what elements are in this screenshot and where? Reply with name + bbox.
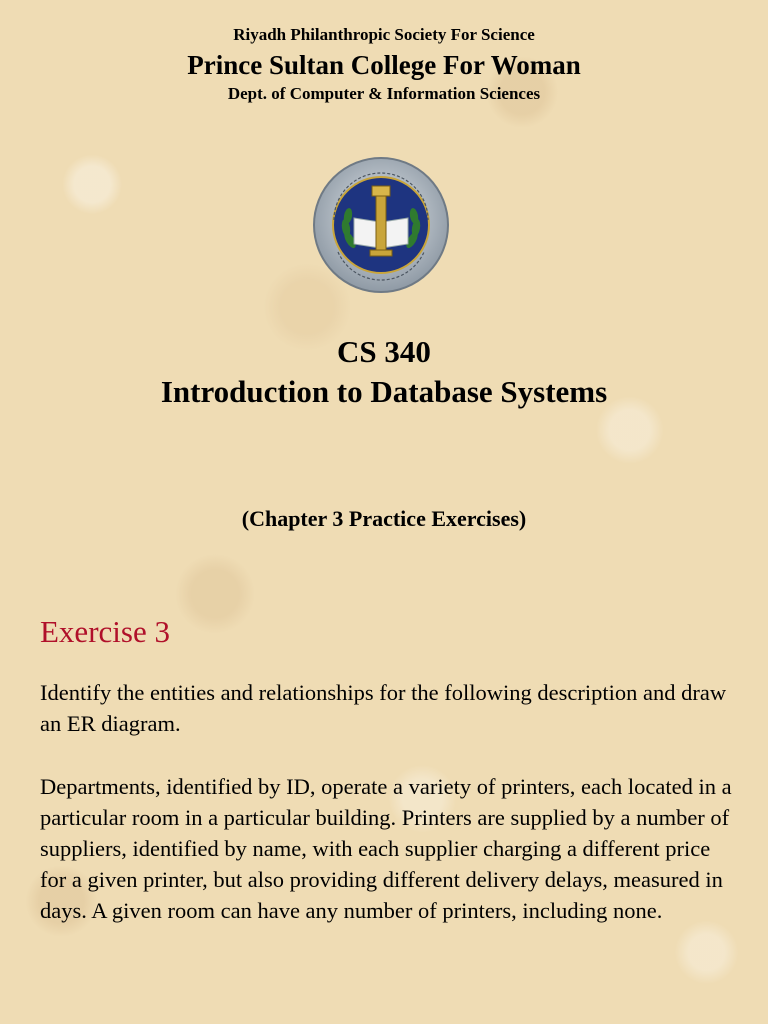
course-code: CS 340 xyxy=(337,334,431,369)
department-name: Dept. of Computer & Information Sciences xyxy=(227,84,541,103)
exercise-description: Departments, identified by ID, operate a variety of printers, each located in a particular room in a particular building. Printers are supplied by a number of suppliers, identified by name, with each supplier charging a different price for a given printer, but also providing different delivery delays, measured in days. A given room can have any number of printers, including none. xyxy=(40,774,732,923)
chapter-subtitle: (Chapter 3 Practice Exercises) xyxy=(241,506,527,531)
course-title: Introduction to Database Systems xyxy=(160,374,608,409)
college-name: Prince Sultan College For Woman xyxy=(187,50,581,80)
exercise-instructions: Identify the entities and relationships for the following description and draw an ER diagram. xyxy=(40,680,727,736)
society-name: Riyadh Philanthropic Society For Science xyxy=(233,25,535,44)
university-seal-icon xyxy=(312,156,450,294)
exercise-title: Exercise 3 xyxy=(40,614,170,649)
